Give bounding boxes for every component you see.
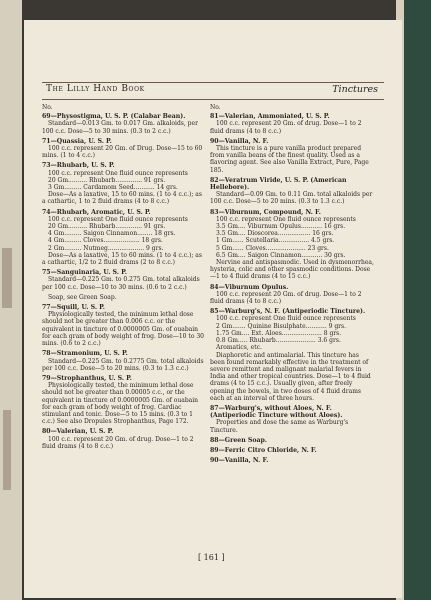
monograph-entry [210, 405, 374, 434]
monograph-entry [210, 457, 374, 464]
no-label: No. [210, 104, 221, 111]
entry-title: 74—Rhubarb, Aromatic, U. S. P. [42, 208, 151, 216]
monograph-entry [42, 113, 206, 135]
entry-line: Physiologically tested, the minimum lethal dose should not be greater than 0.00005 c.c., or the equivalent in tincture of 0.0000005 Gm. of ouabain for each gram of body weight of frog. Cardiac stimulant and tonic. Dose—5 to 15 mins. (0.3 to 1 c.c.) See also Dropules Strophanthus, Page 172. [42, 382, 199, 426]
entry-line: 20 Gm.......... Rhubarb.............. 91 grs. [48, 223, 166, 231]
monograph-entry [42, 428, 206, 450]
entry-line: 0.8 Gm..... Rhubarb..................... 3.6 grs. [216, 337, 341, 345]
monograph-entry [42, 350, 206, 372]
entry-title: 75—Sanguinaria, U. S. P. [42, 269, 127, 277]
entry-line: 1.75 Gm.... Ext. Aloes..................... 8 grs. [216, 329, 342, 337]
entry-line: 100 c.c. represent One fluid ounce represents [48, 169, 188, 177]
entry-line: Soap, see Green Soap. [48, 293, 117, 301]
entry-line: 4 Gm......... Saigon Cinnamon........ 18 grs. [48, 230, 176, 238]
entry-line: Standard—0.013 Gm. to 0.017 Gm. alkaloids, per 100 c.c. Dose—5 to 30 mins. (0.3 to 2 c.c.) [42, 120, 198, 135]
monograph-entry [42, 269, 206, 291]
entry-line: Dose—As a laxative, 15 to 60 mins. (1 to 4 c.c.); as a cathartic, 1/2 to 2 fluid drams (2 to 8 c.c.) [42, 251, 202, 267]
entry-line: 1 Gm...... Scutellaria................ 4.5 grs. [216, 237, 335, 245]
entry-line: 3 Gm......... Cardamom Seed........... 14 grs. [48, 184, 178, 192]
monograph-entry [42, 304, 206, 347]
entry-line: 100 c.c. represent 20 Gm. of drug. Dose—1 to 2 fluid drams (4 to 8 c.c.) [210, 290, 362, 306]
monograph-entry [210, 113, 374, 135]
entry-line: 2 Gm......... Nutmeg................... 9 grs. [48, 244, 164, 252]
entry-line: 100 c.c. represent 20 Gm. of drug. Dose—1 to 2 fluid drams (4 to 8 c.c.) [42, 435, 194, 450]
monograph-entry [42, 375, 206, 425]
entry-title: 79—Strophanthus, U. S. P. [42, 374, 132, 382]
entry-line: 20 Gm.......... Rhubarb.............. 91 grs. [48, 176, 166, 184]
monograph-entry [210, 138, 374, 174]
entry-line: 100 c.c. represent 20 Gm. of drug. Dose—1 to 2 fluid drams (4 to 8 c.c.) [210, 120, 362, 135]
book-title: The Lilly Hand Book [46, 84, 145, 94]
entry-title: 90—Vanilla, N. F. [210, 137, 269, 145]
entry-line: Diaphoretic and antimalarial. This tincture has been found remarkably effective in the treatment of severe remittent and malignant malarial fevers in India and other tropical countries. Dose—1 to 4 fluid drams (4 to 15 c.c.). Usually given, after freely opening the bowels, in two doses of 4 fluid drams each at an interval of three hours. [210, 351, 371, 402]
entry-title: 87—Warburg's, without Aloes, N. F. (Antiperiodic Tincture without Aloes). [210, 404, 343, 420]
monograph-entry [42, 162, 206, 205]
entry-line: 2 Gm....... Quinine Bisulphate........... 9 grs. [216, 322, 347, 330]
entry-title: 69—Physostigma, U. S. P. (Calabar Bean). [42, 113, 186, 121]
no-label: No. [42, 104, 53, 111]
entry-line: Standard—0.225 Gm. to 0.2775 Gm. total alkaloids per 100 c.c. Dose—5 to 20 mins. (0.3 to 1.3 c.c.) [42, 357, 204, 372]
running-header [42, 82, 384, 100]
monograph-entry [210, 308, 374, 402]
entry-line: 100 c.c. represent One fluid ounce represents [216, 315, 356, 323]
monograph-entry [210, 284, 374, 306]
entry-line: Dose—As a laxative, 15 to 60 mins. (1 to 4 c.c.); as a cathartic, 1 to 2 fluid drams (4 to 8 c.c.) [42, 191, 202, 206]
entry-title: 83—Viburnum, Compound, N. F. [210, 208, 321, 216]
entry-title: 81—Valerian, Ammoniated, U. S. P. [210, 113, 330, 121]
entry-title: 84—Viburnum Opulus. [210, 283, 289, 291]
entry-title: 71—Quassia, U. S. P. [42, 137, 112, 145]
entry-line: Nervine and antispasmodic. Used in dysmenorrhea, hysteria, colic and other spasmodic conditions. Dose—1 to 4 fluid drams (4 to 15 c.c.) [210, 259, 374, 281]
right-column [210, 104, 374, 467]
entry-line: 5 Gm...... Cloves..................... 23 grs. [216, 244, 329, 252]
entry-title: 77—Squill, U. S. P. [42, 304, 105, 312]
entry-line: 100 c.c. represent One fluid ounce represents [48, 215, 188, 223]
entry-line: Properties and dose the same as Warburg's Tincture. [210, 419, 349, 434]
monograph-entry [42, 209, 206, 267]
entry-line: 3.5 Gm.... Dioscorea................. 16 grs. [216, 230, 334, 238]
entry-line: Physiologically tested, the minimum lethal dose should not be greater than 0.006 c.c. or the equivalent in tincture of 0.0000005 Gm. of ouabain for each gram of body weight of frog. Dose—10 to 30 mins. (0.6 to 2 c.c.) [42, 311, 204, 348]
monograph-entry [42, 294, 206, 301]
entry-line: Aromatics, etc. [216, 344, 262, 352]
monograph-entry [210, 447, 374, 454]
monograph-entry [210, 209, 374, 281]
entry-line: 6.5 Gm.... Saigon Cinnamon........... 30 grs. [216, 251, 346, 259]
entry-title: 78—Stramonium, U. S. P. [42, 350, 128, 358]
entry-title: 82—Veratrum Viride, U. S. P. (American Hellebore). [210, 176, 347, 192]
entry-title: 89—Ferric Citro Chloride, N. F. [210, 446, 317, 454]
entry-line: This tincture is a pure vanilla product prepared from vanilla beans of the finest quality. Used as a flavoring agent. See also Vanilla Extract, Pure, Page 185. [210, 145, 369, 174]
left-column [42, 104, 206, 453]
page-number: [ 161 ] [198, 553, 225, 562]
entry-line: Standard—0.225 Gm. to 0.275 Gm. total alkaloids per 100 c.c. Dose—10 to 30 mins. (0.6 to 2 c.c.) [42, 276, 200, 291]
entry-title: 73—Rhubarb, U. S. P. [42, 162, 115, 170]
monograph-entry [42, 138, 206, 160]
monograph-entry [210, 437, 374, 444]
entry-line: 4 Gm......... Cloves................... 18 grs. [48, 237, 163, 245]
entry-title: 80—Valerian, U. S. P. [42, 428, 114, 436]
entry-title: 90—Vanilla, N. F. [210, 457, 269, 465]
entry-title: 88—Green Soap. [210, 436, 267, 444]
entry-line: 100 c.c. represent 20 Gm. of Drug. Dose—15 to 60 mins. (1 to 4 c.c.) [42, 145, 203, 160]
monograph-entry [210, 177, 374, 206]
book-page [24, 20, 402, 598]
entry-line: Standard—0.09 Gm. to 0.11 Gm. total alkaloids per 100 c.c. Dose—5 to 20 mins. (0.3 to 1.3 c.c.) [210, 191, 373, 206]
section-title: Tinctures [332, 84, 378, 95]
entry-line: 3.5 Gm.... Viburnum Opulus........... 16 grs. [216, 223, 346, 231]
left-page-edge [0, 0, 22, 600]
entry-title: 85—Warburg's, N. F. (Antiperiodic Tincture). [210, 308, 366, 316]
entry-line: 100 c.c. represent One fluid ounce represents [216, 215, 356, 223]
